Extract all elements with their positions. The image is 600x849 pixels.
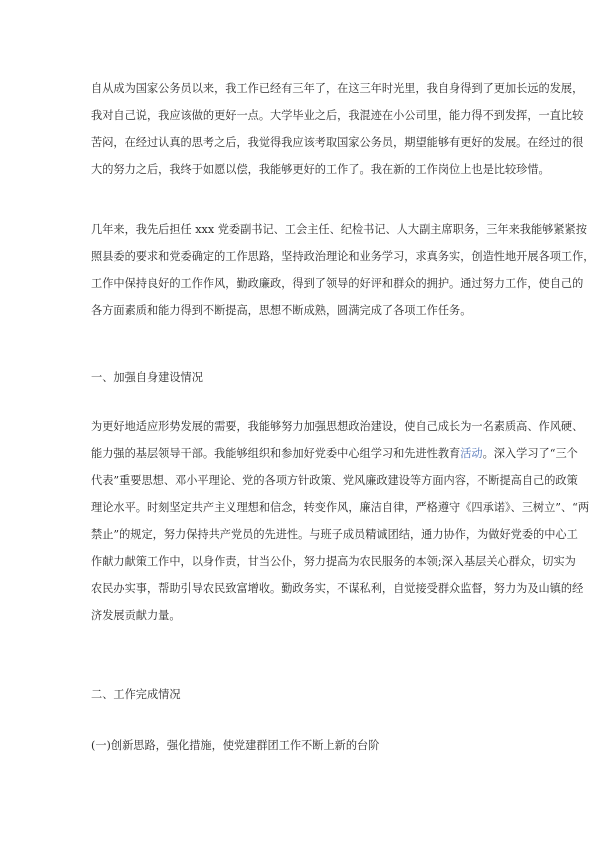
subsection-heading-1: (一)创新思路，强化措施，使党建群团工作不断上新的台阶 bbox=[91, 739, 380, 752]
text-segment: 能力强的基层领导干部。我能够组织和参加好党委中心组学习和先进性教育 bbox=[91, 447, 461, 460]
text-line: 苦闷，在经过认真的思考之后，我觉得我应该考取国家公务员，期望能够有更好的发展。在经过的很 bbox=[91, 136, 584, 149]
text-line: 作献力献策工作中，以身作责，甘当公仆，努力提高为农民服务的本领;深入基层关心群众，切实为 bbox=[91, 555, 576, 568]
text-line: 大的努力之后，我终于如愿以偿，我能够更好的工作了。我在新的工作岗位上也是比较珍惜。 bbox=[91, 163, 550, 176]
paragraph-intro bbox=[91, 75, 584, 183]
text-line: 禁止”的规定，努力保持共产党员的先进性。与班子成员精诚团结，通力协作，为做好党委的中心工 bbox=[91, 528, 578, 541]
text-line: 照县委的要求和党委确定的工作思路，坚持政治理论和业务学习，求真务实，创造性地开展各项工作， bbox=[91, 250, 595, 263]
section-heading-2: 二、工作完成情况 bbox=[91, 688, 181, 701]
text-line: 工作中保持良好的工作作风，勤政廉政，得到了领导的好评和群众的拥护。通过努力工作，使自己的 bbox=[91, 277, 584, 290]
text-line: 我对自己说，我应该做的更好一点。大学毕业之后，我混迹在小公司里，能力得不到发挥，一直比较 bbox=[91, 109, 584, 122]
text-line: 几年来，我先后担任 xxx 党委副书记、工会主任、纪检书记、人大副主席职务，三年来我能够紧紧按 bbox=[91, 223, 587, 236]
section-heading-1: 一、加强自身建设情况 bbox=[91, 371, 203, 384]
text-line: 自从成为国家公务员以来，我工作已经有三年了，在这三年时光里，我自身得到了更加长远的发展， bbox=[91, 82, 584, 95]
activity-link[interactable]: 活动 bbox=[460, 447, 483, 460]
text-line: 理论水平。时刻坚定共产主义理想和信念，转变作风，廉洁自律，严格遵守《四承诺》、三树立”、“两 bbox=[91, 501, 590, 514]
text-line: 各方面素质和能力得到不断提高，思想不断成熟，圆满完成了各项工作任务。 bbox=[91, 304, 472, 317]
text-line bbox=[91, 440, 578, 467]
text-line: 为更好地适应形势发展的需要，我能够努力加强思想政治建设，使自己成长为一名素质高、作风硬、 bbox=[91, 420, 584, 433]
text-segment: 。深入学习了“三个 bbox=[482, 447, 578, 460]
paragraph-career bbox=[91, 216, 595, 324]
paragraph-self-building bbox=[91, 413, 590, 629]
text-line: 农民办实事，帮助引导农民致富增收。勤政务实，不谋私利，自觉接受群众监督，努力为及山镇的经 bbox=[91, 582, 584, 595]
text-line: 济发展贡献力量。 bbox=[91, 609, 181, 622]
text-line: 代表”重要思想、邓小平理论、党的各项方针政策、党风廉政建设等方面内容，不断提高自己的政策 bbox=[91, 474, 578, 487]
